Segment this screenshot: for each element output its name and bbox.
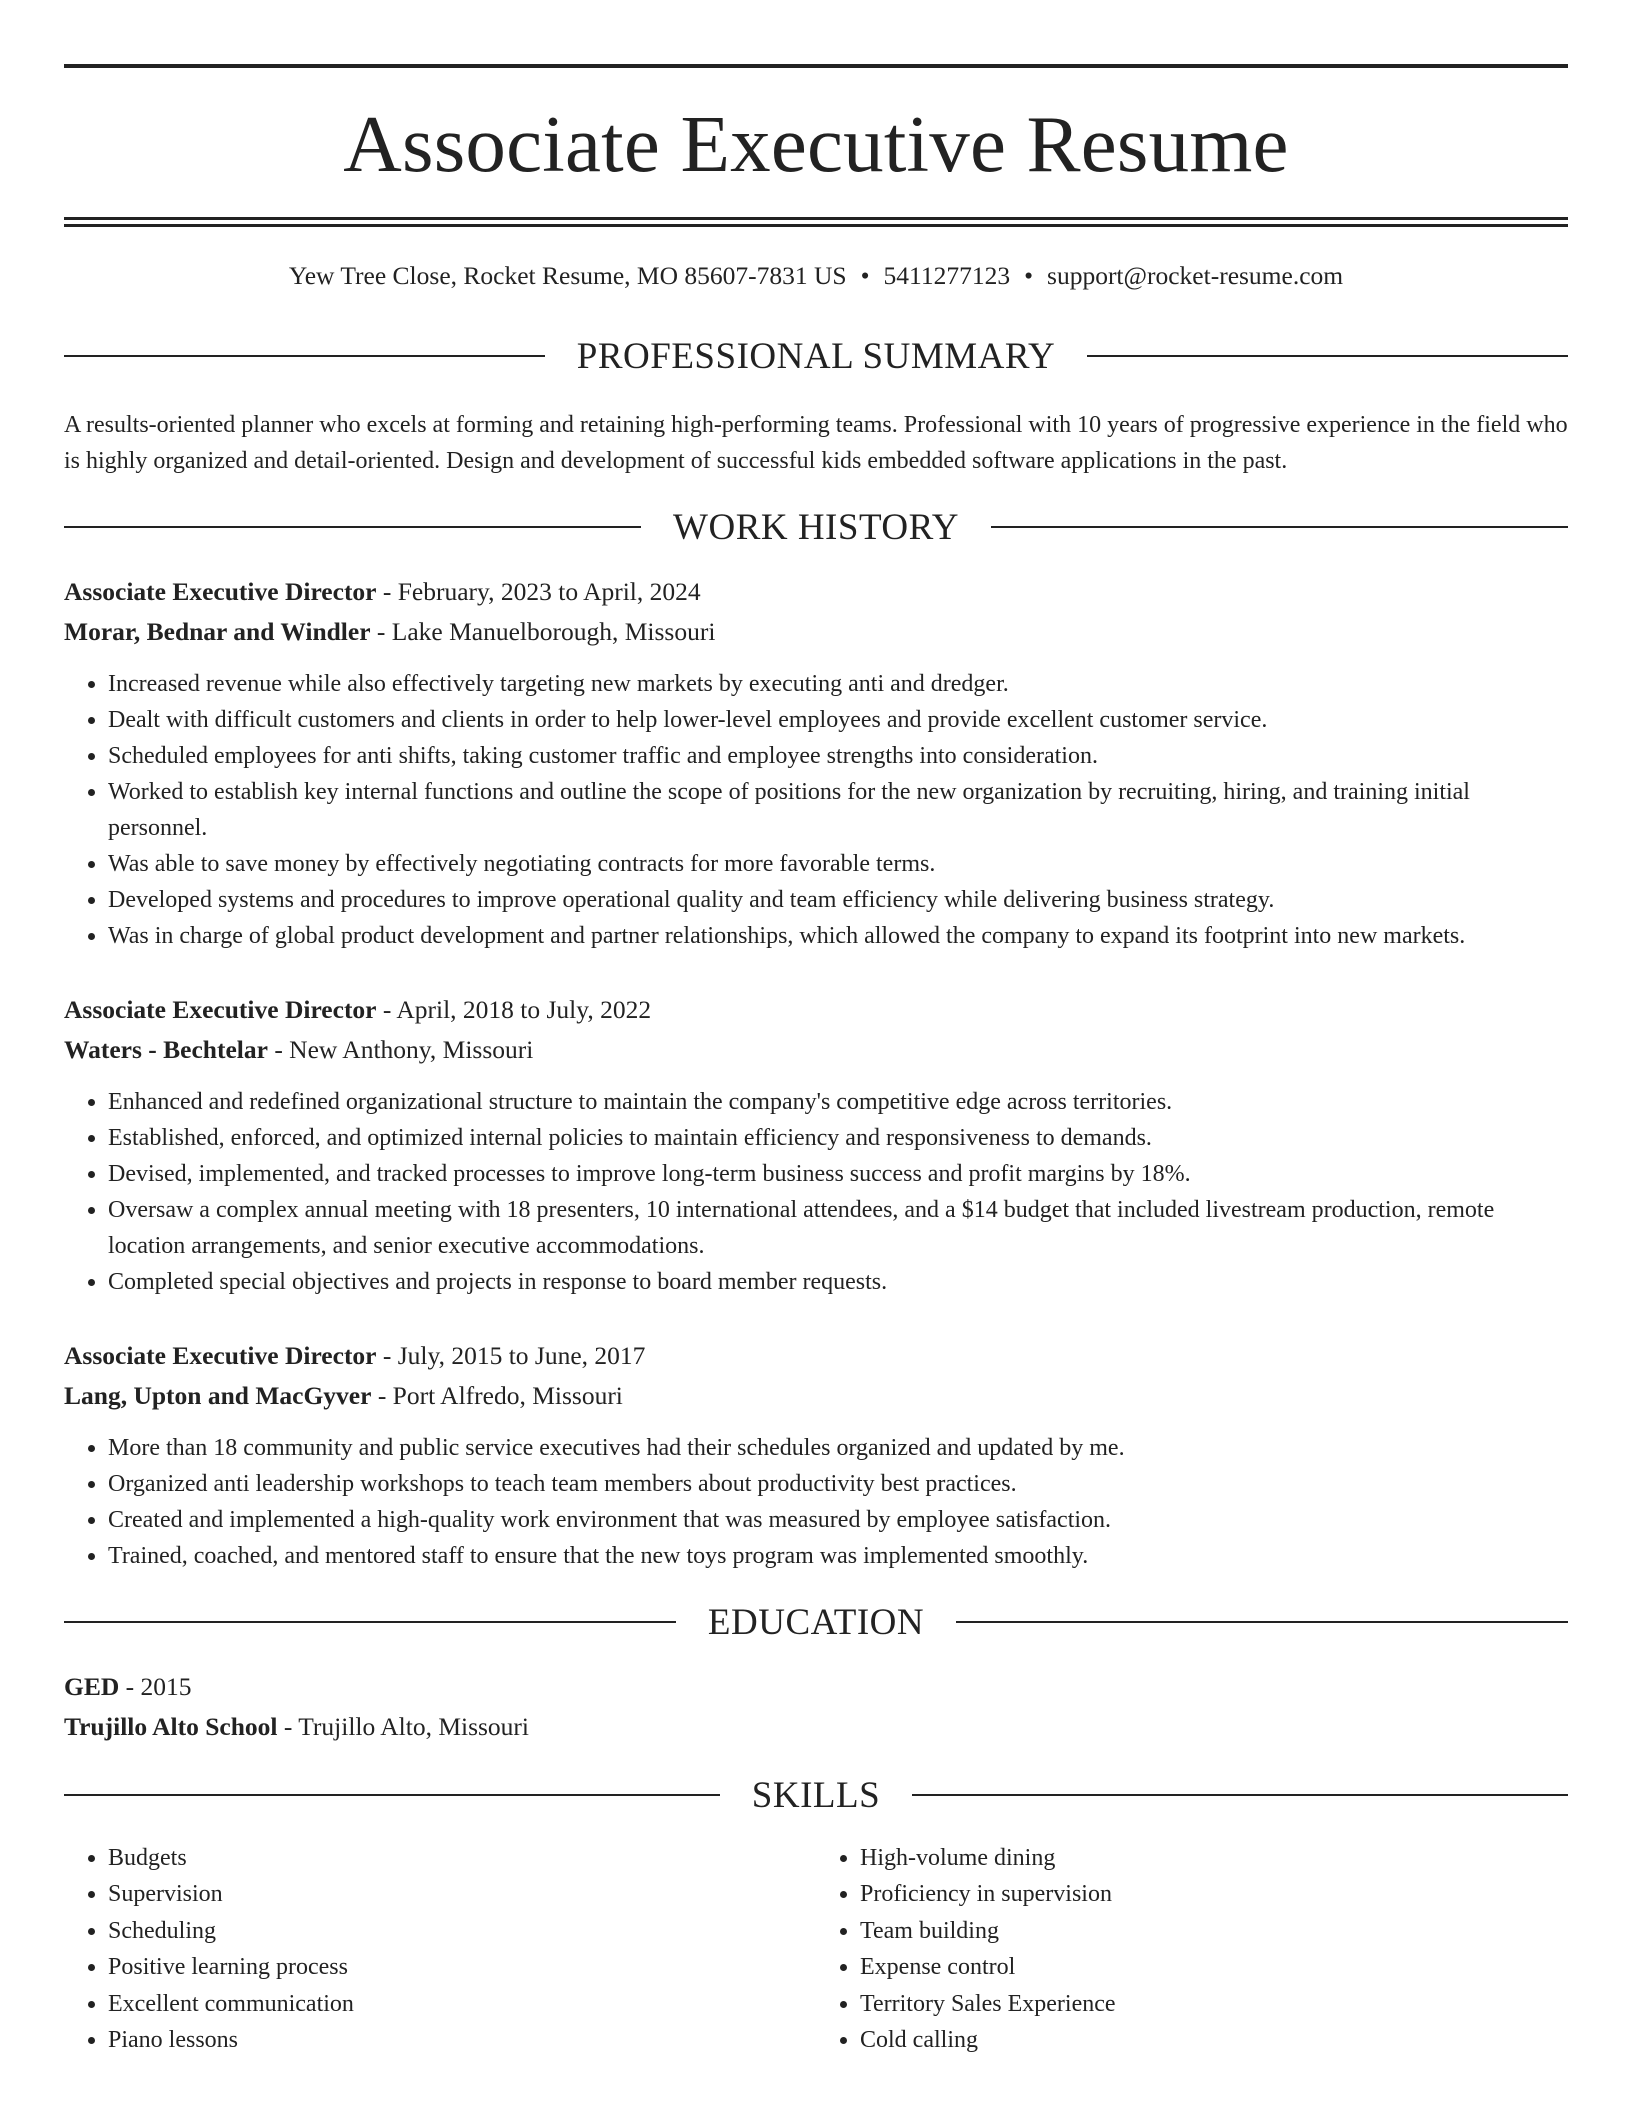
job-title-line	[64, 990, 1568, 1030]
skills-list-left	[64, 1840, 816, 2059]
job-title-line	[64, 1336, 1568, 1376]
section-title-summary: PROFESSIONAL SUMMARY	[576, 335, 1056, 377]
education-degree-line	[64, 1667, 1568, 1707]
divider-line	[64, 355, 545, 357]
contact-email: support@rocket-resume.com	[1047, 261, 1344, 290]
contact-address: Yew Tree Close, Rocket Resume, MO 85607-7831 US	[288, 261, 847, 290]
job-company-line	[64, 1376, 1568, 1416]
job-bullet: • Worked to establish key internal functions and outline the scope of positions for the new organization by recruiting, hiring, and training initial personnel.	[108, 774, 1568, 846]
divider-line	[1087, 355, 1568, 357]
job-title-line	[64, 572, 1568, 612]
skill-item: • Territory Sales Experience	[860, 1986, 1568, 2023]
job-bullet: • Devised, implemented, and tracked processes to improve long-term business success and profit margins by 18%.	[108, 1156, 1568, 1192]
education-school: Trujillo Alto School	[64, 1711, 278, 1741]
job-bullet: • Developed systems and procedures to improve operational quality and team efficiency while delivering business strategy.	[108, 882, 1568, 918]
job-location: - Lake Manuelborough, Missouri	[370, 616, 716, 646]
job-title: Associate Executive Director	[64, 576, 377, 606]
divider-line	[64, 1794, 720, 1796]
skill-item: • Positive learning process	[108, 1949, 816, 1986]
job-bullet-list	[64, 1084, 1568, 1300]
job-bullet: • Completed special objectives and projects in response to board member requests.	[108, 1264, 1568, 1300]
job-bullet: • Enhanced and redefined organizational structure to maintain the company's competitive edge across territories.	[108, 1084, 1568, 1120]
section-header-work	[64, 506, 1568, 548]
job-bullet: • Trained, coached, and mentored staff to ensure that the new toys program was implemented smoothly.	[108, 1538, 1568, 1574]
job-bullet: • Organized anti leadership workshops to teach team members about productivity best practices.	[108, 1466, 1568, 1502]
job-bullet: • Scheduled employees for anti shifts, taking customer traffic and employee strengths into consideration.	[108, 738, 1568, 774]
job-dates: - February, 2023 to April, 2024	[376, 576, 701, 606]
job-company-line	[64, 612, 1568, 652]
divider-line	[912, 1794, 1568, 1796]
education-year: - 2015	[119, 1671, 192, 1701]
contact-separator: •	[860, 261, 870, 290]
skill-item: • Expense control	[860, 1949, 1568, 1986]
section-title-work: WORK HISTORY	[673, 506, 959, 548]
job-bullet: • More than 18 community and public service executives had their schedules organized and updated by me.	[108, 1430, 1568, 1466]
job-company: Lang, Upton and MacGyver	[64, 1380, 372, 1410]
contact-line	[64, 261, 1568, 292]
contact-separator: •	[1024, 261, 1034, 290]
skill-item: • Supervision	[108, 1876, 816, 1913]
title-double-rule	[64, 217, 1568, 227]
job-entry	[64, 1336, 1568, 1574]
skill-item: • Team building	[860, 1913, 1568, 1950]
job-bullet: • Dealt with difficult customers and clients in order to help lower-level employees and provide excellent customer service.	[108, 702, 1568, 738]
job-location: - New Anthony, Missouri	[267, 1034, 534, 1064]
education-entry	[64, 1667, 1568, 1747]
resume-title: Associate Executive Resume	[343, 99, 1289, 189]
job-title: Associate Executive Director	[64, 994, 377, 1024]
job-bullet: • Established, enforced, and optimized internal policies to maintain efficiency and responsiveness to demands.	[108, 1120, 1568, 1156]
top-rule	[64, 64, 1568, 68]
professional-summary-text: A results-oriented planner who excels at forming and retaining high-performing teams. Professional with 10 years of progressive experience in the field who is highly organized and detail-oriented. Design and development of successful kids embedded software applications in the past.	[64, 411, 1568, 474]
divider-line	[956, 1621, 1568, 1623]
skill-item: • High-volume dining	[860, 1840, 1568, 1877]
section-title-education: EDUCATION	[707, 1601, 925, 1643]
job-bullet: • Was able to save money by effectively negotiating contracts for more favorable terms.	[108, 846, 1568, 882]
section-header-skills	[64, 1774, 1568, 1816]
job-company-line	[64, 1030, 1568, 1070]
section-header-education	[64, 1601, 1568, 1643]
job-bullet: • Increased revenue while also effectively targeting new markets by executing anti and dredger.	[108, 666, 1568, 702]
section-title-skills: SKILLS	[751, 1774, 881, 1816]
divider-line	[991, 526, 1568, 528]
skill-item: • Excellent communication	[108, 1986, 816, 2023]
job-bullet-list	[64, 1430, 1568, 1574]
divider-line	[64, 1621, 676, 1623]
divider-line	[64, 526, 641, 528]
job-entry	[64, 990, 1568, 1300]
skill-item: • Budgets	[108, 1840, 816, 1877]
skills-list-right	[816, 1840, 1568, 2059]
skill-item: • Piano lessons	[108, 2022, 816, 2059]
education-school-line	[64, 1707, 1568, 1747]
job-company: Waters - Bechtelar	[64, 1034, 268, 1064]
job-bullet: • Oversaw a complex annual meeting with 18 presenters, 10 international attendees, and a $14 budget that included livestream production, remote location arrangements, and senior executive accommodations.	[108, 1192, 1568, 1264]
education-degree: GED	[64, 1671, 120, 1701]
job-title: Associate Executive Director	[64, 1340, 377, 1370]
job-dates: - July, 2015 to June, 2017	[376, 1340, 646, 1370]
contact-phone: 5411277123	[883, 261, 1011, 290]
skill-item: • Cold calling	[860, 2022, 1568, 2059]
job-location: - Port Alfredo, Missouri	[371, 1380, 623, 1410]
job-company: Morar, Bednar and Windler	[64, 616, 371, 646]
skill-item: • Proficiency in supervision	[860, 1876, 1568, 1913]
skills-columns	[64, 1840, 1568, 2059]
job-bullet: • Was in charge of global product development and partner relationships, which allowed the company to expand its footprint into new markets.	[108, 918, 1568, 954]
job-entry	[64, 572, 1568, 954]
job-bullet: • Created and implemented a high-quality work environment that was measured by employee satisfaction.	[108, 1502, 1568, 1538]
job-bullet-list	[64, 666, 1568, 954]
job-dates: - April, 2018 to July, 2022	[376, 994, 652, 1024]
skill-item: • Scheduling	[108, 1913, 816, 1950]
education-location: - Trujillo Alto, Missouri	[277, 1711, 529, 1741]
section-header-summary	[64, 335, 1568, 377]
work-history-list	[64, 572, 1568, 1574]
